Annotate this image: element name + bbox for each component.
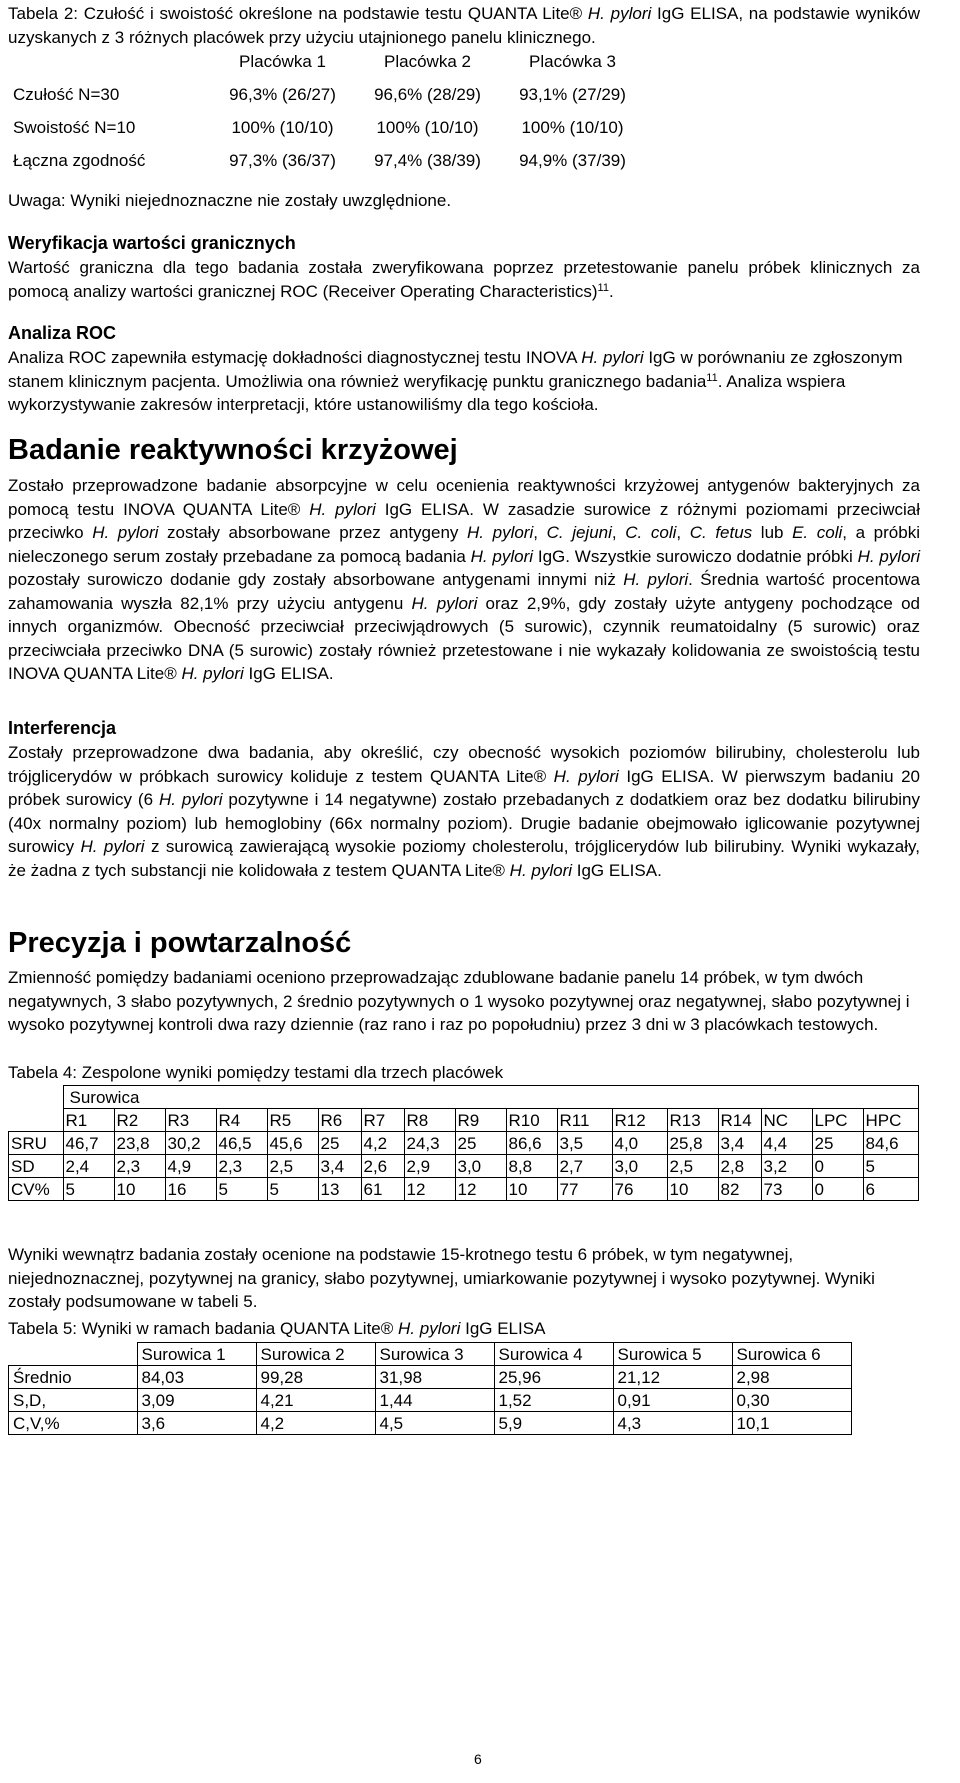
table5-cell: 21,12 [613,1366,732,1389]
table5-row-label: Średnio [9,1366,138,1389]
cross-italic: H. pylori [467,523,534,542]
table4-cell: 23,8 [114,1132,165,1155]
table2 [8,45,645,177]
cross-heading: Badanie reaktywności krzyżowej [8,434,458,466]
table4-cell: 8,8 [506,1155,557,1178]
interference-paragraph [8,741,920,882]
table4-cell: 25 [812,1132,863,1155]
table2-row [8,78,645,111]
table4-corner-cell [9,1109,64,1132]
table5-caption-text: Tabela 5: Wyniki w ramach badania QUANTA Lite® [8,1319,399,1338]
table4-cell: 3,4 [718,1132,761,1155]
cross-text: , [533,523,547,542]
cross-text: zostały absorbowane przez antygeny [158,523,468,542]
table5-corner-cell [9,1343,138,1366]
table5-cell: 25,96 [494,1366,613,1389]
cross-italic: H. pylori [857,546,920,566]
table4-cell: 12 [455,1178,506,1201]
table4-group-header: Surowica [63,1086,918,1109]
table4-cell: 0 [812,1178,863,1201]
table5-column-header: Surowica 6 [732,1343,851,1366]
table2-cell: 93,1% (27/29) [519,84,626,104]
interference-text: IgG ELISA. [572,860,662,880]
table4-cell: 2,3 [114,1155,165,1178]
table2-cell: 100% (10/10) [376,117,479,137]
interference-text: IgG ELISA. W pierwszym badaniu 20 próbek surowicy (6 [8,766,920,809]
table4-cell: 5 [267,1178,318,1201]
interference-italic: H. pylori [158,790,223,809]
table4-cell: 77 [557,1178,612,1201]
table4-column-header: R7 [361,1109,404,1132]
table5-caption-italic: H. pylori [398,1319,461,1338]
table5-row [9,1366,852,1389]
table4-cell: 5 [863,1155,918,1178]
roc-text: IgG w porównaniu ze zgłoszonym stanem klinicznym pacjenta. Umożliwia ona również weryfikację punktu granicznego badania [8,348,903,391]
table4-column-header: R13 [667,1109,718,1132]
page-number: 6 [474,1751,482,1767]
cross-text: lub [752,523,793,542]
table2-cell: 96,6% (28/29) [374,84,481,104]
table2-corner-cell [8,45,210,78]
table4-cell: 2,5 [667,1155,718,1178]
interference-text: Zostały przeprowadzone dwa badania, aby określić, czy obecność wysokich poziomów bilirubiny, cholesterolu lub trójglicerydów w próbkach surowicy koliduje z testem QUANTA Lite® [8,743,920,786]
table4-cell: 3,4 [318,1155,361,1178]
cross-text: oraz 2,9%, gdy zostały użyte antygeny pochodzące od innych organizmów. Obecność przeciwciał przeciwjądrowych (5 surowic), czynnik reumatoidalny (5 surowic) oraz przeciwciała przeciwko DNA (5 surowic) zostały również przetestowane i nie wykazały kolidowania ze swoistością testu INOVA QUANTA Lite® [8,593,920,683]
table4-column-header: R9 [455,1109,506,1132]
table4-column-header: R2 [114,1109,165,1132]
table5-column-header: Surowica 1 [137,1343,256,1366]
roc-italic: H. pylori [581,348,644,367]
table4-cell: 3,5 [557,1132,612,1155]
table4-cell: 2,3 [216,1155,267,1178]
table4-cell: 2,8 [718,1155,761,1178]
within-run-paragraph: Wyniki wewnątrz badania zostały ocenione na podstawie 15-krotnego testu 6 próbek, w tym negatywnej, niejednoznacznej, pozytywnej na granicy, słabo pozytywnej, umiarkowanie pozytywnej i wysoko pozytywnej. Wyniki zostały podsumowane w tabeli 5. [8,1245,875,1311]
table4-cell: 10 [506,1178,557,1201]
table4-cell: 5 [63,1178,114,1201]
cutoff-end: . [608,281,614,301]
table4-cell: 76 [612,1178,667,1201]
table4-cell: 25 [318,1132,361,1155]
table5-caption [8,1318,545,1340]
table4-cell: 24,3 [404,1132,455,1155]
table4-cell: 4,9 [165,1155,216,1178]
table2-header-cell: Placówka 1 [239,51,326,71]
table4-column-header: R5 [267,1109,318,1132]
roc-paragraph [8,346,920,417]
table2-cell: 96,3% (26/27) [229,84,336,104]
cross-paragraph [8,474,920,686]
table2-cell: 100% (10/10) [231,117,334,137]
cross-italic: H. pylori [623,570,689,589]
table5-cell: 31,98 [375,1366,494,1389]
table5-cell: 1,44 [375,1389,494,1412]
table4-caption: Tabela 4: Zespolone wyniki pomiędzy testami dla trzech placówek [8,1063,504,1082]
cross-italic: C. coli [625,523,677,542]
table4-column-header: LPC [812,1109,863,1132]
table4-cell: 2,5 [267,1155,318,1178]
cutoff-heading: Weryfikacja wartości granicznych [8,233,296,253]
table5-caption-text-end: IgG ELISA [460,1319,546,1338]
table4-column-header: R11 [557,1109,612,1132]
table2-caption-italic: H. pylori [587,4,652,23]
cross-text: , [676,523,690,542]
table5 [8,1342,852,1435]
cross-italic: H. pylori [470,546,534,566]
roc-reference: 11 [706,371,718,384]
cross-text: Zostało przeprowadzone badanie absorpcyjne w celu ocenienia reaktywności krzyżowej antygenów bakteryjnych za pomocą testu INOVA QUANTA Lite® [8,476,920,519]
cross-italic: H. pylori [309,499,376,519]
table4-cell: 2,9 [404,1155,455,1178]
table4-column-header: R8 [404,1109,455,1132]
table2-cell: 97,3% (36/37) [229,150,336,170]
cutoff-paragraph [8,256,920,303]
cutoff-text: Wartość graniczna dla tego badania została zweryfikowana poprzez przetestowanie panelu próbek klinicznych za pomocą analizy wartości granicznej ROC (Receiver Operating Characteristics) [8,258,920,301]
table2-caption-text-end: IgG ELISA, na podstawie wyników uzyskanych z 3 różnych placówek przy użyciu utajnionego panelu klinicznego. [8,4,920,47]
table4-cell: 13 [318,1178,361,1201]
table4-cell: 25,8 [667,1132,718,1155]
table4-cell: 3,0 [455,1155,506,1178]
table2-row-label: Swoistość N=10 [13,117,136,137]
table2-header-row [8,45,645,78]
interference-italic: H. pylori [553,766,619,786]
cross-text: IgG. Wszystkie surowiczo dodatnie próbki [533,546,858,566]
interference-text: z surowicą zawierającą wysokie poziomy cholesterolu, trójglicerydów lub bilirubiny. Wyniki wykazały, że żadna z tych substancji nie kolidowała z testem QUANTA Lite® [8,837,920,880]
cross-text: pozostały surowiczo dodanie gdy zostały absorbowane antygenami innymi niż [8,570,624,589]
table4-cell: 61 [361,1178,404,1201]
table4-corner-cell [9,1086,64,1109]
table5-column-header: Surowica 4 [494,1343,613,1366]
table4-cell: 2,4 [63,1155,114,1178]
table2-row-label: Czułość N=30 [13,84,120,104]
table4-column-header: HPC [863,1109,918,1132]
table4-cell: 5 [216,1178,267,1201]
table4-cell: 2,6 [361,1155,404,1178]
table4-cell: 6 [863,1178,918,1201]
table5-cell: 3,6 [137,1412,256,1435]
cross-italic: E. coli [792,523,843,542]
table4-cell: 82 [718,1178,761,1201]
table2-header-cell: Placówka 2 [384,51,471,71]
table4-cell: 86,6 [506,1132,557,1155]
table4-column-header: R3 [165,1109,216,1132]
precision-heading: Precyzja i powtarzalność [8,927,352,959]
table5-cell: 84,03 [137,1366,256,1389]
table5-cell: 4,3 [613,1412,732,1435]
cutoff-reference: 11 [597,281,609,294]
table5-cell: 2,98 [732,1366,851,1389]
table5-cell: 10,1 [732,1412,851,1435]
table4-column-header: R10 [506,1109,557,1132]
table5-row [9,1412,852,1435]
cross-text: IgG ELISA. W zasadzie surowice z różnymi poziomami przeciwciał przeciwko [8,499,920,542]
interference-heading: Interferencja [8,718,117,738]
roc-heading: Analiza ROC [8,323,117,343]
roc-text: . Analiza wspiera wykorzystywanie zakresów interpretacji, które ustanowiliśmy dla tego kościoła. [8,371,846,414]
cross-text: , a próbki nieleczonego serum zostały przebadane za pomocą badania [8,523,920,566]
table5-row [9,1389,852,1412]
table2-row-label: Łączna zgodność [13,150,146,170]
table5-cell: 99,28 [256,1366,375,1389]
cross-text: IgG ELISA. [243,664,334,683]
cross-italic: C. fetus [689,523,753,542]
cross-italic: H. pylori [181,664,244,683]
table2-caption [8,2,920,49]
table5-cell: 0,30 [732,1389,851,1412]
table5-cell: 0,91 [613,1389,732,1412]
table2-cell: 94,9% (37/39) [519,150,626,170]
table4-cell: 10 [667,1178,718,1201]
table5-column-header: Surowica 5 [613,1343,732,1366]
table4-cell: 10 [114,1178,165,1201]
cross-italic: H. pylori [92,523,159,542]
table5-cell: 4,21 [256,1389,375,1412]
roc-text: Analiza ROC zapewniła estymację dokładności diagnostycznej testu INOVA [8,348,582,367]
cross-italic: H. pylori [411,593,478,613]
table4-cell: 73 [761,1178,812,1201]
cross-text: , [611,523,626,542]
table5-header-row [9,1343,852,1366]
table4-column-header: R14 [718,1109,761,1132]
table4-cell: 12 [404,1178,455,1201]
table4-cell: 84,6 [863,1132,918,1155]
table4-cell: 30,2 [165,1132,216,1155]
table4-row-label: SRU [9,1132,64,1155]
table5-row-label: S,D, [9,1389,138,1412]
table2-row [8,111,645,144]
table4-column-header: R6 [318,1109,361,1132]
cross-italic: C. jejuni [546,523,612,542]
table5-column-header: Surowica 3 [375,1343,494,1366]
table4-cell: 3,2 [761,1155,812,1178]
table4-row [9,1178,919,1201]
interference-italic: H. pylori [80,837,145,856]
table4-cell: 45,6 [267,1132,318,1155]
table2-note: Uwaga: Wyniki niejednoznaczne nie zostały uwzględnione. [8,191,452,210]
table4-column-header: R1 [63,1109,114,1132]
table2-cell: 100% (10/10) [521,117,624,137]
table5-cell: 5,9 [494,1412,613,1435]
table4-row-label: SD [9,1155,64,1178]
table5-cell: 4,2 [256,1412,375,1435]
interference-italic: H. pylori [509,860,573,880]
table4-cell: 3,0 [612,1155,667,1178]
table4-column-header: NC [761,1109,812,1132]
table4-cell: 2,7 [557,1155,612,1178]
table2-cell: 97,4% (38/39) [374,150,481,170]
table4 [8,1085,919,1201]
table5-cell: 1,52 [494,1389,613,1412]
table4-cell: 16 [165,1178,216,1201]
table4-cell: 4,0 [612,1132,667,1155]
interference-text: pozytywne i 14 negatywne) zostało przebadanych z dodatkiem oraz bez dodatku bilirubiny (40x normalny poziom) lub hemoglobiny (66x normalny poziom). Drugie badanie obejmowało iglicowanie pozytywnej surowicy [8,790,921,856]
table2-caption-text: Tabela 2: Czułość i swoistość określone na podstawie testu QUANTA Lite® [8,4,588,23]
table4-row [9,1132,919,1155]
table4-cell: 46,7 [63,1132,114,1155]
precision-paragraph: Zmienność pomiędzy badaniami oceniono przeprowadzając zdublowane badanie panelu 14 próbek, w tym dwóch negatywnych, 3 słabo pozytywnych, 2 średnio pozytywnych o 1 wysoko pozytywnej oraz negatywnej, słabo pozytywnej i wysoko pozytywnej kontroli dwa razy dziennie (raz rano i raz po popołudniu) przez 3 dni w 3 placówkach testowych. [8,968,910,1034]
table4-cell: 0 [812,1155,863,1178]
table4-column-header: R4 [216,1109,267,1132]
table4-row-label: CV% [9,1178,64,1201]
table4-header-row [9,1109,919,1132]
table5-column-header: Surowica 2 [256,1343,375,1366]
table4-group-row [9,1086,919,1109]
table2-row [8,144,645,177]
table4-row [9,1155,919,1178]
table4-cell: 46,5 [216,1132,267,1155]
table4-cell: 4,4 [761,1132,812,1155]
cross-text: . Średnia wartość procentowa zahamowania wyszła 82,1% przy użyciu antygenu [8,570,920,613]
table4-column-header: R12 [612,1109,667,1132]
table4-cell: 4,2 [361,1132,404,1155]
table5-cell: 3,09 [137,1389,256,1412]
table2-header-cell: Placówka 3 [529,51,616,71]
table4-cell: 25 [455,1132,506,1155]
table5-row-label: C,V,% [9,1412,138,1435]
table5-cell: 4,5 [375,1412,494,1435]
